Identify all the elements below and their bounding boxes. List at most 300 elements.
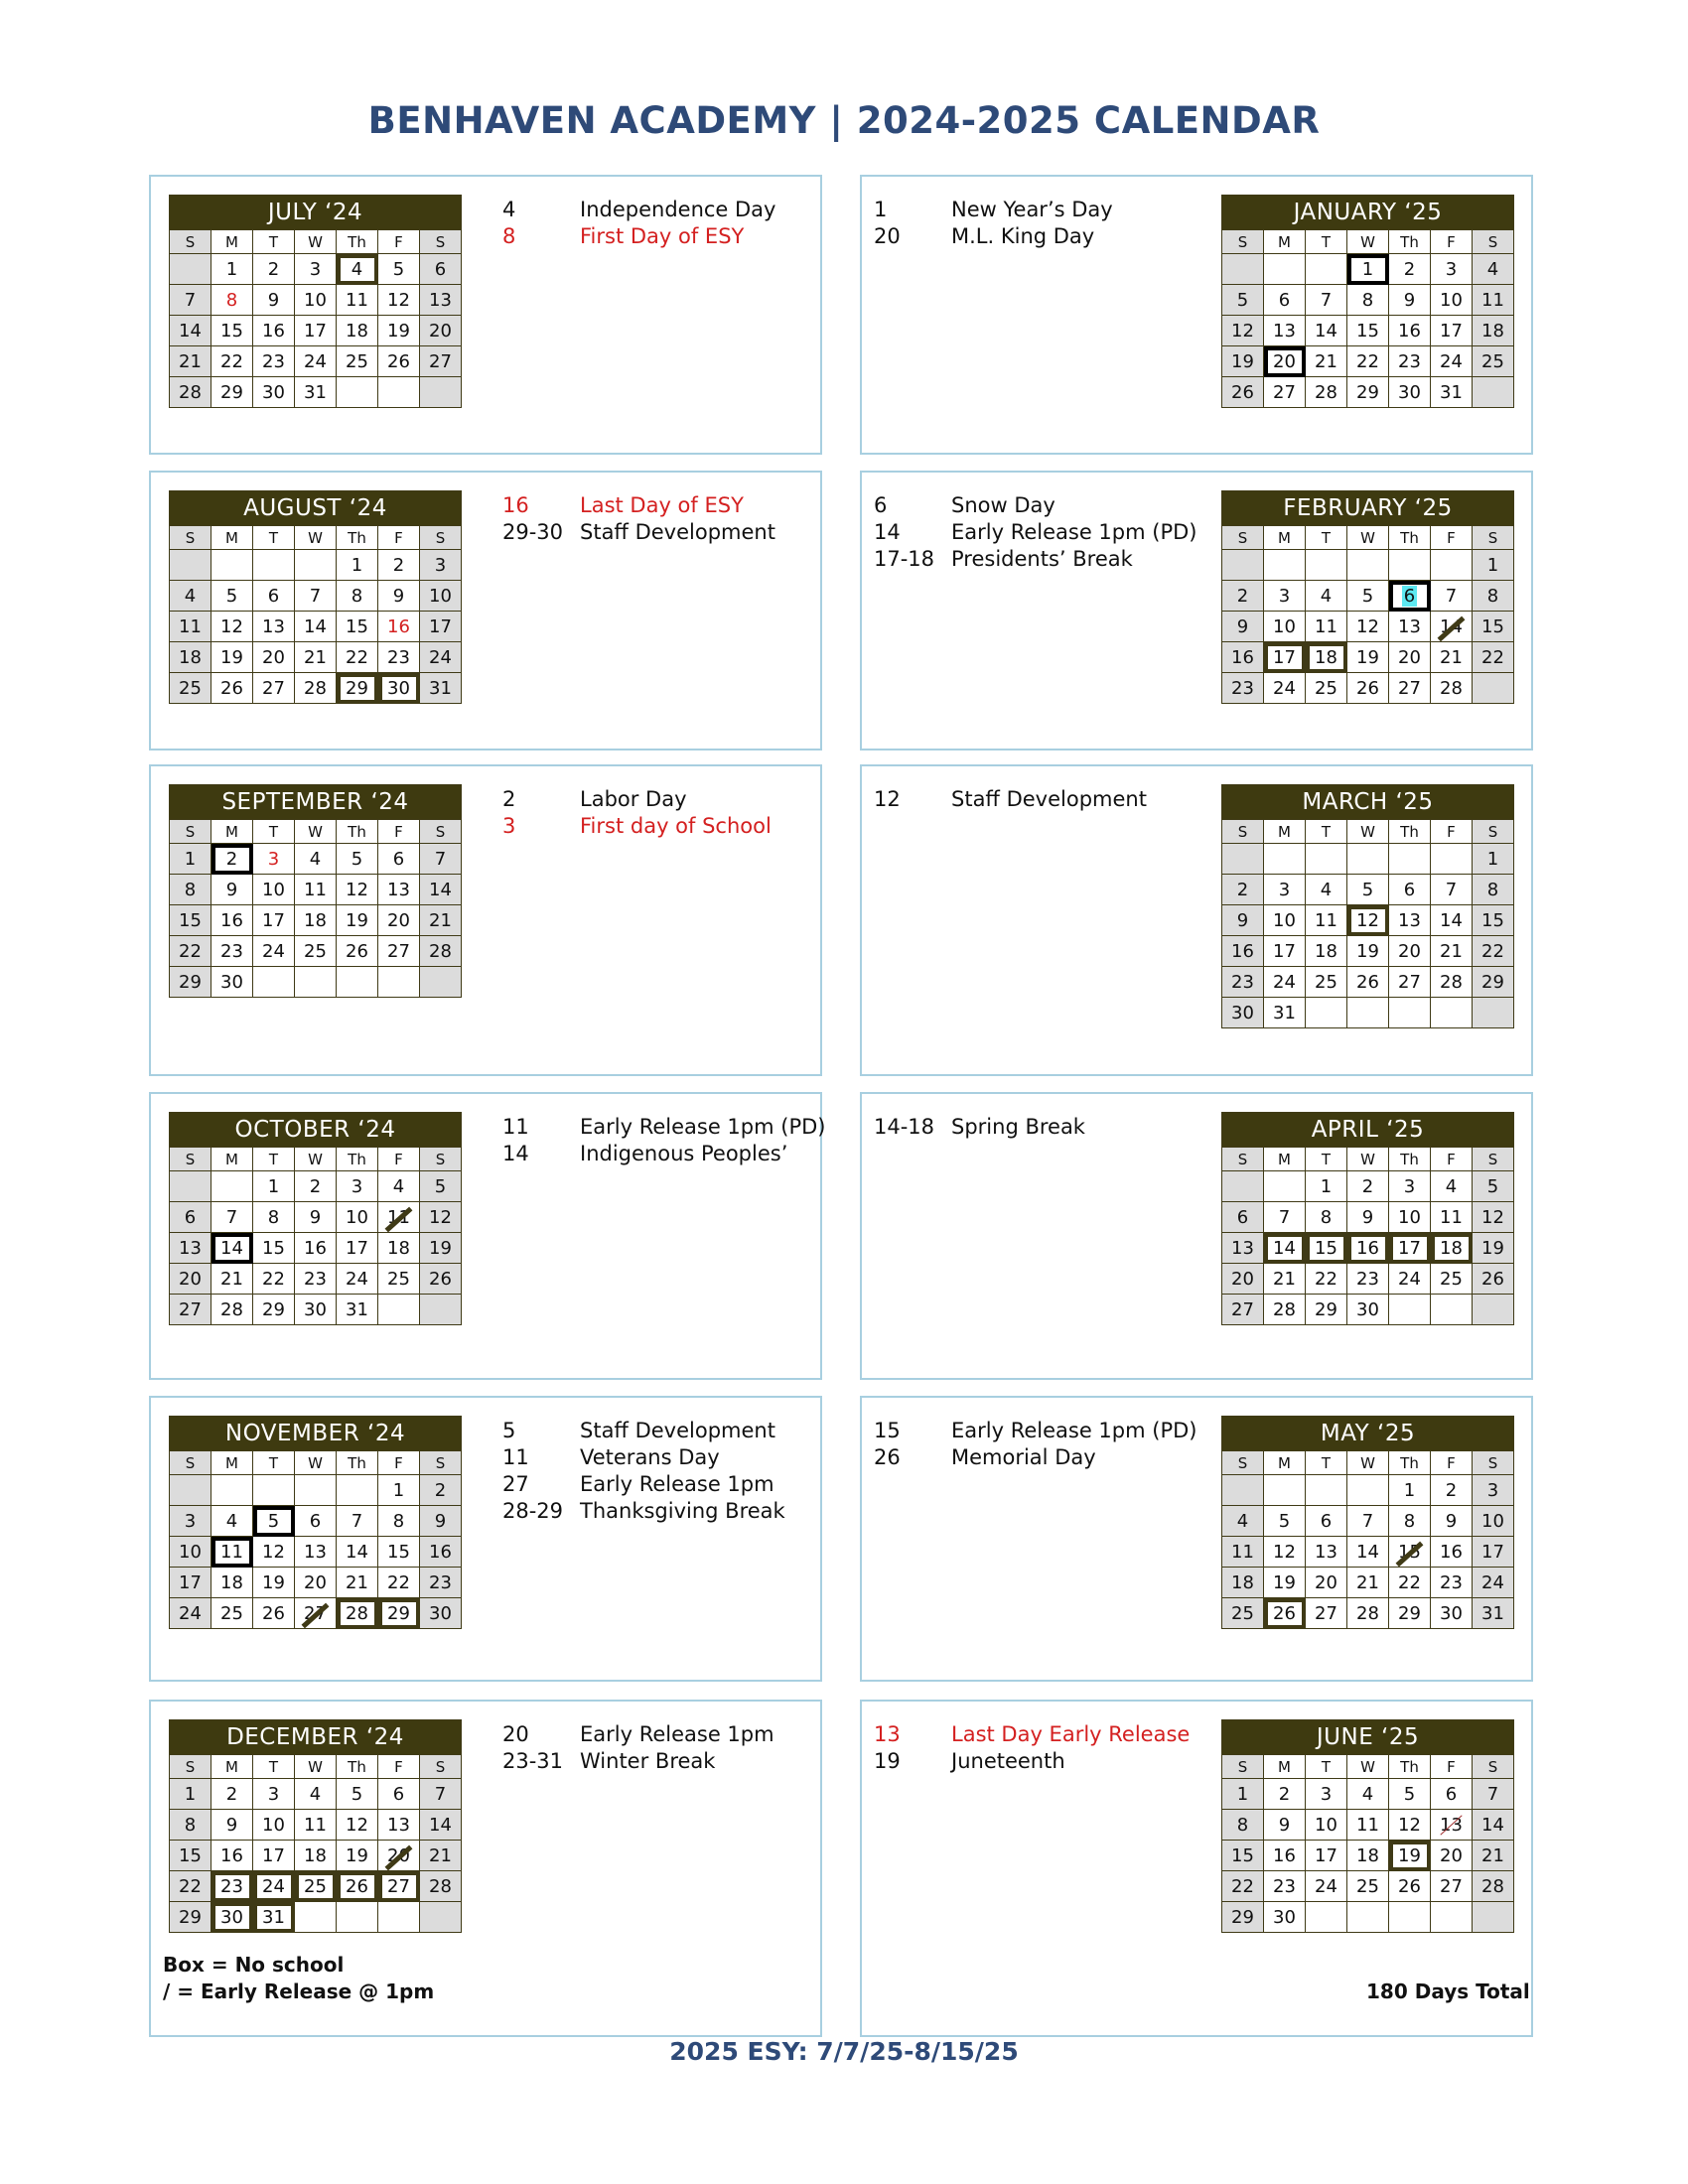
day-cell: 24 bbox=[420, 642, 462, 673]
day-cell: 19 bbox=[1473, 1233, 1514, 1264]
day-cell: 14 bbox=[1473, 1810, 1514, 1841]
day-cell: 2 bbox=[253, 254, 295, 285]
empty-cell bbox=[378, 1295, 420, 1325]
day-cell: 8 bbox=[170, 1810, 211, 1841]
event-date: 28-29 bbox=[502, 1499, 564, 1523]
event-date: 5 bbox=[502, 1419, 516, 1442]
day-cell: 7 bbox=[1473, 1779, 1514, 1810]
event-date: 3 bbox=[502, 814, 516, 838]
event-item bbox=[502, 1418, 785, 1444]
day-cell: 25 bbox=[1347, 1871, 1389, 1902]
day-cell: 10 bbox=[1264, 905, 1306, 936]
weekday-header: Th bbox=[1389, 820, 1431, 844]
day-cell: 16 bbox=[1222, 936, 1264, 967]
day-cell: 17 bbox=[1264, 642, 1306, 673]
weekday-header: T bbox=[253, 1148, 295, 1171]
day-cell: 6 bbox=[295, 1506, 337, 1537]
month-title: APRIL ‘25 bbox=[1222, 1113, 1514, 1148]
event-name: Early Release 1pm (PD) bbox=[580, 1115, 826, 1139]
weekday-header: Th bbox=[337, 1451, 378, 1475]
day-cell: 8 bbox=[1347, 285, 1389, 316]
day-cell: 14 bbox=[420, 1810, 462, 1841]
weekday-header: T bbox=[253, 820, 295, 844]
day-cell: 31 bbox=[1431, 377, 1473, 408]
day-cell: 27 bbox=[420, 346, 462, 377]
events-list bbox=[874, 492, 1196, 573]
event-name: Early Release 1pm bbox=[580, 1472, 774, 1496]
weekday-header: Th bbox=[337, 230, 378, 254]
day-cell: 29 bbox=[1347, 377, 1389, 408]
day-cell: 8 bbox=[378, 1506, 420, 1537]
weekday-header: W bbox=[295, 1451, 337, 1475]
month-title: MARCH ‘25 bbox=[1222, 785, 1514, 820]
month-calendar bbox=[169, 1112, 462, 1325]
empty-cell bbox=[1473, 1902, 1514, 1933]
event-item bbox=[874, 1418, 1196, 1444]
empty-cell bbox=[378, 377, 420, 408]
day-cell: 16 bbox=[378, 612, 420, 642]
month-title: NOVEMBER ‘24 bbox=[170, 1417, 462, 1451]
day-cell: 6 bbox=[1264, 285, 1306, 316]
weekday-header: M bbox=[211, 230, 253, 254]
empty-cell bbox=[170, 550, 211, 581]
event-item bbox=[874, 1114, 1085, 1141]
day-cell: 6 bbox=[1222, 1202, 1264, 1233]
events-list bbox=[502, 1721, 774, 1775]
day-cell: 1 bbox=[170, 1779, 211, 1810]
day-cell: 26 bbox=[253, 1598, 295, 1629]
month-title: FEBRUARY ‘25 bbox=[1222, 491, 1514, 526]
day-cell: 26 bbox=[1222, 377, 1264, 408]
events-list bbox=[502, 1418, 785, 1525]
day-cell: 19 bbox=[1347, 642, 1389, 673]
day-cell: 5 bbox=[211, 581, 253, 612]
month-title: DECEMBER ‘24 bbox=[170, 1720, 462, 1755]
day-cell: 2 bbox=[1347, 1171, 1389, 1202]
day-cell: 13 bbox=[1389, 612, 1431, 642]
day-cell: 13 bbox=[1222, 1233, 1264, 1264]
day-cell: 19 bbox=[337, 905, 378, 936]
month-calendar bbox=[1221, 195, 1514, 408]
weekday-header: F bbox=[378, 526, 420, 550]
day-cell: 13 bbox=[1306, 1537, 1347, 1568]
day-cell: 22 bbox=[1222, 1871, 1264, 1902]
day-cell: 11 bbox=[1222, 1537, 1264, 1568]
day-cell: 10 bbox=[337, 1202, 378, 1233]
day-cell: 24 bbox=[1264, 967, 1306, 998]
empty-cell bbox=[295, 1475, 337, 1506]
event-date: 15 bbox=[874, 1419, 901, 1442]
empty-cell bbox=[295, 967, 337, 998]
weekday-header: S bbox=[170, 1451, 211, 1475]
event-item bbox=[874, 1748, 1190, 1775]
day-cell: 30 bbox=[1222, 998, 1264, 1028]
day-cell: 9 bbox=[378, 581, 420, 612]
weekday-header: M bbox=[211, 526, 253, 550]
weekday-header: T bbox=[1306, 820, 1347, 844]
weekday-header: F bbox=[378, 1451, 420, 1475]
empty-cell bbox=[295, 1902, 337, 1933]
day-cell: 27 bbox=[253, 673, 295, 704]
day-cell: 3 bbox=[1264, 581, 1306, 612]
event-date: 2 bbox=[502, 787, 516, 811]
day-cell: 21 bbox=[337, 1568, 378, 1598]
day-cell: 4 bbox=[1306, 581, 1347, 612]
weekday-header: F bbox=[1431, 1451, 1473, 1475]
day-cell: 2 bbox=[211, 1779, 253, 1810]
day-cell: 21 bbox=[1431, 642, 1473, 673]
day-cell: 6 bbox=[170, 1202, 211, 1233]
event-item bbox=[502, 492, 775, 519]
day-cell: 1 bbox=[1389, 1475, 1431, 1506]
day-cell: 4 bbox=[1347, 1779, 1389, 1810]
empty-cell bbox=[1306, 1902, 1347, 1933]
day-cell: 19 bbox=[420, 1233, 462, 1264]
day-cell: 25 bbox=[1306, 673, 1347, 704]
empty-cell bbox=[1473, 673, 1514, 704]
day-cell: 21 bbox=[1431, 936, 1473, 967]
day-cell: 28 bbox=[337, 1598, 378, 1629]
empty-cell bbox=[1306, 998, 1347, 1028]
day-cell: 26 bbox=[1473, 1264, 1514, 1295]
events-list bbox=[502, 1114, 825, 1167]
event-item bbox=[502, 519, 775, 546]
weekday-header: F bbox=[1431, 820, 1473, 844]
day-cell: 5 bbox=[253, 1506, 295, 1537]
event-name: Staff Development bbox=[951, 787, 1147, 811]
weekday-header: Th bbox=[337, 526, 378, 550]
day-cell: 5 bbox=[337, 1779, 378, 1810]
day-cell: 8 bbox=[1473, 875, 1514, 905]
empty-cell bbox=[1306, 1475, 1347, 1506]
day-cell: 13 bbox=[170, 1233, 211, 1264]
days-total: 180 Days Total bbox=[1366, 1979, 1530, 2003]
day-cell: 15 bbox=[1347, 316, 1389, 346]
weekday-header: S bbox=[1473, 526, 1514, 550]
day-cell: 27 bbox=[1306, 1598, 1347, 1629]
weekday-header: W bbox=[295, 1755, 337, 1779]
month-title: AUGUST ‘24 bbox=[170, 491, 462, 526]
weekday-header: S bbox=[170, 1755, 211, 1779]
day-cell: 3 bbox=[170, 1506, 211, 1537]
day-cell: 22 bbox=[378, 1568, 420, 1598]
day-cell: 17 bbox=[1431, 316, 1473, 346]
empty-cell bbox=[253, 967, 295, 998]
day-cell: 23 bbox=[211, 1871, 253, 1902]
day-cell: 4 bbox=[211, 1506, 253, 1537]
weekday-header: T bbox=[253, 1451, 295, 1475]
day-cell: 7 bbox=[1347, 1506, 1389, 1537]
day-cell: 28 bbox=[1431, 967, 1473, 998]
day-cell: 16 bbox=[1222, 642, 1264, 673]
day-cell: 31 bbox=[1264, 998, 1306, 1028]
day-cell: 14 bbox=[1347, 1537, 1389, 1568]
day-cell: 14 bbox=[1264, 1233, 1306, 1264]
day-cell: 12 bbox=[1347, 905, 1389, 936]
day-cell: 7 bbox=[420, 1779, 462, 1810]
day-cell: 22 bbox=[337, 642, 378, 673]
day-cell: 16 bbox=[1389, 316, 1431, 346]
weekday-header: S bbox=[1222, 820, 1264, 844]
day-cell: 20 bbox=[170, 1264, 211, 1295]
day-cell: 17 bbox=[1389, 1233, 1431, 1264]
day-cell: 16 bbox=[295, 1233, 337, 1264]
day-cell: 12 bbox=[337, 1810, 378, 1841]
day-cell: 30 bbox=[211, 1902, 253, 1933]
event-date: 26 bbox=[874, 1445, 901, 1469]
event-name: First day of School bbox=[580, 814, 772, 838]
day-cell: 11 bbox=[337, 285, 378, 316]
day-cell: 21 bbox=[1306, 346, 1347, 377]
weekday-header: W bbox=[295, 526, 337, 550]
weekday-header: T bbox=[1306, 1755, 1347, 1779]
event-item bbox=[502, 197, 775, 223]
day-cell: 9 bbox=[1222, 905, 1264, 936]
weekday-header: S bbox=[420, 230, 462, 254]
empty-cell bbox=[211, 1171, 253, 1202]
day-cell: 17 bbox=[253, 1841, 295, 1871]
day-cell: 23 bbox=[1222, 673, 1264, 704]
day-cell: 2 bbox=[420, 1475, 462, 1506]
day-cell: 19 bbox=[1389, 1841, 1431, 1871]
day-cell: 18 bbox=[1222, 1568, 1264, 1598]
day-cell: 24 bbox=[295, 346, 337, 377]
day-cell: 11 bbox=[295, 875, 337, 905]
day-cell: 28 bbox=[420, 1871, 462, 1902]
day-cell: 10 bbox=[253, 875, 295, 905]
weekday-header: T bbox=[1306, 230, 1347, 254]
day-cell: 5 bbox=[420, 1171, 462, 1202]
day-cell: 12 bbox=[253, 1537, 295, 1568]
day-cell: 25 bbox=[1222, 1598, 1264, 1629]
day-cell: 23 bbox=[420, 1568, 462, 1598]
empty-cell bbox=[1264, 844, 1306, 875]
empty-cell bbox=[378, 1902, 420, 1933]
day-cell: 20 bbox=[1389, 936, 1431, 967]
day-cell: 17 bbox=[170, 1568, 211, 1598]
day-cell: 19 bbox=[253, 1568, 295, 1598]
day-cell: 12 bbox=[420, 1202, 462, 1233]
weekday-header: S bbox=[1222, 1451, 1264, 1475]
day-cell: 4 bbox=[337, 254, 378, 285]
day-cell: 22 bbox=[253, 1264, 295, 1295]
day-cell: 28 bbox=[420, 936, 462, 967]
weekday-header: S bbox=[1473, 820, 1514, 844]
day-cell: 23 bbox=[1431, 1568, 1473, 1598]
event-date: 14 bbox=[502, 1142, 529, 1165]
empty-cell bbox=[1347, 844, 1389, 875]
day-cell: 13 bbox=[420, 285, 462, 316]
day-cell: 22 bbox=[211, 346, 253, 377]
day-cell: 3 bbox=[337, 1171, 378, 1202]
day-cell: 17 bbox=[1306, 1841, 1347, 1871]
event-date: 11 bbox=[502, 1445, 529, 1469]
empty-cell bbox=[420, 377, 462, 408]
day-cell: 19 bbox=[211, 642, 253, 673]
day-cell: 21 bbox=[420, 905, 462, 936]
empty-cell bbox=[337, 1902, 378, 1933]
day-cell: 24 bbox=[1389, 1264, 1431, 1295]
day-cell: 19 bbox=[1347, 936, 1389, 967]
day-cell: 23 bbox=[1264, 1871, 1306, 1902]
day-cell: 5 bbox=[1389, 1779, 1431, 1810]
day-cell: 18 bbox=[295, 1841, 337, 1871]
weekday-header: T bbox=[1306, 1451, 1347, 1475]
day-cell: 15 bbox=[170, 905, 211, 936]
day-cell: 9 bbox=[1222, 612, 1264, 642]
weekday-header: W bbox=[1347, 1451, 1389, 1475]
day-cell: 13 bbox=[253, 612, 295, 642]
event-name: Early Release 1pm bbox=[580, 1722, 774, 1746]
empty-cell bbox=[1264, 550, 1306, 581]
event-name: Snow Day bbox=[951, 493, 1055, 517]
empty-cell bbox=[1264, 254, 1306, 285]
event-item bbox=[502, 813, 772, 840]
day-cell: 10 bbox=[295, 285, 337, 316]
day-cell: 3 bbox=[253, 844, 295, 875]
weekday-header: F bbox=[378, 1755, 420, 1779]
day-cell: 20 bbox=[378, 1841, 420, 1871]
weekday-header: F bbox=[1431, 526, 1473, 550]
weekday-header: W bbox=[1347, 820, 1389, 844]
weekday-header: S bbox=[420, 526, 462, 550]
day-cell: 25 bbox=[295, 1871, 337, 1902]
weekday-header: S bbox=[1473, 230, 1514, 254]
day-cell: 17 bbox=[1473, 1537, 1514, 1568]
day-cell: 2 bbox=[1222, 581, 1264, 612]
month-title: SEPTEMBER ‘24 bbox=[170, 785, 462, 820]
empty-cell bbox=[1222, 844, 1264, 875]
event-date: 6 bbox=[874, 493, 888, 517]
day-cell: 13 bbox=[1431, 1810, 1473, 1841]
day-cell: 16 bbox=[211, 1841, 253, 1871]
day-cell: 23 bbox=[211, 936, 253, 967]
weekday-header: Th bbox=[337, 1755, 378, 1779]
weekday-header: F bbox=[378, 1148, 420, 1171]
day-cell: 22 bbox=[1473, 936, 1514, 967]
weekday-header: W bbox=[1347, 230, 1389, 254]
day-cell: 21 bbox=[211, 1264, 253, 1295]
weekday-header: S bbox=[420, 1148, 462, 1171]
empty-cell bbox=[211, 550, 253, 581]
day-cell: 12 bbox=[1222, 316, 1264, 346]
weekday-header: S bbox=[420, 1755, 462, 1779]
event-name: Juneteenth bbox=[951, 1749, 1065, 1773]
event-item bbox=[874, 197, 1113, 223]
day-cell: 21 bbox=[420, 1841, 462, 1871]
empty-cell bbox=[420, 967, 462, 998]
empty-cell bbox=[1389, 1295, 1431, 1325]
day-cell: 10 bbox=[170, 1537, 211, 1568]
weekday-header: T bbox=[1306, 1148, 1347, 1171]
event-name: Indigenous Peoples’ bbox=[580, 1142, 788, 1165]
day-cell: 5 bbox=[1222, 285, 1264, 316]
day-cell: 24 bbox=[253, 1871, 295, 1902]
weekday-header: S bbox=[1473, 1451, 1514, 1475]
empty-cell bbox=[378, 967, 420, 998]
day-cell: 24 bbox=[1306, 1871, 1347, 1902]
day-cell: 8 bbox=[337, 581, 378, 612]
day-cell: 11 bbox=[1347, 1810, 1389, 1841]
event-item bbox=[502, 1471, 785, 1498]
day-cell: 23 bbox=[1347, 1264, 1389, 1295]
empty-cell bbox=[1347, 1902, 1389, 1933]
weekday-header: F bbox=[378, 820, 420, 844]
day-cell: 11 bbox=[1306, 905, 1347, 936]
day-cell: 19 bbox=[1222, 346, 1264, 377]
day-cell: 4 bbox=[1431, 1171, 1473, 1202]
day-cell: 1 bbox=[253, 1171, 295, 1202]
event-name: M.L. King Day bbox=[951, 224, 1095, 248]
event-name: Thanksgiving Break bbox=[580, 1499, 785, 1523]
weekday-header: M bbox=[1264, 820, 1306, 844]
empty-cell bbox=[420, 1295, 462, 1325]
day-cell: 25 bbox=[211, 1598, 253, 1629]
empty-cell bbox=[170, 1475, 211, 1506]
weekday-header: M bbox=[1264, 1148, 1306, 1171]
weekday-header: S bbox=[1473, 1148, 1514, 1171]
day-cell: 6 bbox=[253, 581, 295, 612]
event-date: 20 bbox=[874, 224, 901, 248]
day-cell: 22 bbox=[1347, 346, 1389, 377]
day-cell: 17 bbox=[253, 905, 295, 936]
day-cell: 15 bbox=[1222, 1841, 1264, 1871]
day-cell: 30 bbox=[1431, 1598, 1473, 1629]
day-cell: 12 bbox=[378, 285, 420, 316]
day-cell: 3 bbox=[1264, 875, 1306, 905]
day-cell: 7 bbox=[1431, 581, 1473, 612]
day-cell: 15 bbox=[1306, 1233, 1347, 1264]
day-cell: 22 bbox=[170, 1871, 211, 1902]
day-cell: 16 bbox=[1431, 1537, 1473, 1568]
events-list bbox=[874, 197, 1113, 250]
day-cell: 28 bbox=[1347, 1598, 1389, 1629]
day-cell: 18 bbox=[170, 642, 211, 673]
day-cell: 2 bbox=[1431, 1475, 1473, 1506]
day-cell: 29 bbox=[211, 377, 253, 408]
weekday-header: S bbox=[420, 820, 462, 844]
event-item bbox=[502, 1141, 825, 1167]
empty-cell bbox=[253, 550, 295, 581]
day-cell: 20 bbox=[420, 316, 462, 346]
day-cell: 11 bbox=[1306, 612, 1347, 642]
weekday-header: M bbox=[211, 1148, 253, 1171]
month-title: OCTOBER ‘24 bbox=[170, 1113, 462, 1148]
day-cell: 12 bbox=[211, 612, 253, 642]
day-cell: 14 bbox=[1431, 612, 1473, 642]
event-name: Labor Day bbox=[580, 787, 687, 811]
empty-cell bbox=[1473, 377, 1514, 408]
event-date: 8 bbox=[502, 224, 516, 248]
event-name: First Day of ESY bbox=[580, 224, 745, 248]
events-list bbox=[502, 197, 775, 250]
weekday-header: Th bbox=[1389, 1755, 1431, 1779]
event-item bbox=[874, 519, 1196, 546]
event-date: 23-31 bbox=[502, 1749, 564, 1773]
day-cell: 17 bbox=[295, 316, 337, 346]
weekday-header: T bbox=[253, 230, 295, 254]
day-cell: 22 bbox=[1306, 1264, 1347, 1295]
weekday-header: S bbox=[1222, 1755, 1264, 1779]
day-cell: 29 bbox=[337, 673, 378, 704]
day-cell: 22 bbox=[170, 936, 211, 967]
day-cell: 30 bbox=[253, 377, 295, 408]
day-cell: 9 bbox=[1389, 285, 1431, 316]
day-cell: 18 bbox=[1431, 1233, 1473, 1264]
day-cell: 12 bbox=[1389, 1810, 1431, 1841]
day-cell: 1 bbox=[378, 1475, 420, 1506]
day-cell: 7 bbox=[170, 285, 211, 316]
